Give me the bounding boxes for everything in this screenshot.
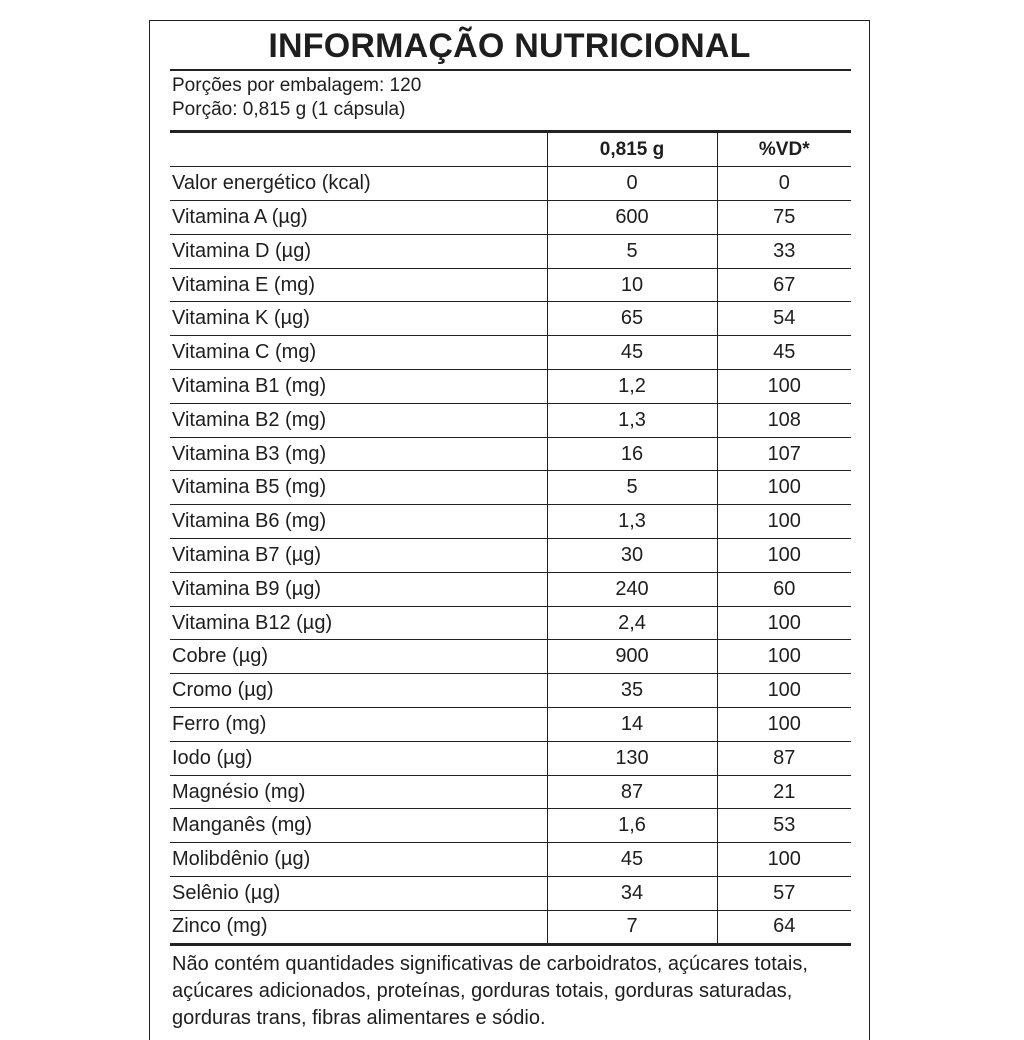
nutrient-daily-value: 0 [717, 167, 851, 201]
nutrient-name: Iodo (µg) [170, 741, 547, 775]
footnote: Não contém quantidades significativas de carboidratos, açúcares totais, açúcares adicionados, proteínas, gorduras totais, gorduras saturadas, gorduras trans, fibras alimentares e sódio. [172, 953, 808, 1029]
nutrient-daily-value: 45 [717, 336, 851, 370]
nutrient-daily-value: 100 [717, 674, 851, 708]
title-divider [170, 69, 851, 71]
table-row [170, 201, 851, 235]
nutrient-amount: 900 [547, 640, 717, 674]
nutrient-name: Vitamina B9 (µg) [170, 572, 547, 606]
nutrient-daily-value: 75 [717, 201, 851, 235]
table-row [170, 809, 851, 843]
nutrient-daily-value: 100 [717, 370, 851, 404]
nutrient-name: Ferro (mg) [170, 708, 547, 742]
nutrition-table-body [170, 167, 851, 944]
nutrient-name: Vitamina E (mg) [170, 268, 547, 302]
servings-per-package: Porções por embalagem: 120 [172, 75, 422, 96]
table-row [170, 302, 851, 336]
nutrient-name: Cobre (µg) [170, 640, 547, 674]
table-row [170, 505, 851, 539]
nutrient-amount: 600 [547, 201, 717, 235]
nutrient-name: Vitamina B6 (mg) [170, 505, 547, 539]
table-row [170, 877, 851, 911]
table-row [170, 167, 851, 201]
table-row [170, 336, 851, 370]
nutrient-amount: 1,6 [547, 809, 717, 843]
nutrient-amount: 35 [547, 674, 717, 708]
nutrient-daily-value: 87 [717, 741, 851, 775]
nutrient-amount: 87 [547, 775, 717, 809]
nutrient-name: Vitamina C (mg) [170, 336, 547, 370]
nutrient-amount: 45 [547, 843, 717, 877]
nutrient-name: Valor energético (kcal) [170, 167, 547, 201]
nutrient-daily-value: 53 [717, 809, 851, 843]
table-row [170, 606, 851, 640]
nutrient-daily-value: 100 [717, 471, 851, 505]
nutrient-name: Vitamina K (µg) [170, 302, 547, 336]
nutrient-amount: 14 [547, 708, 717, 742]
nutrient-name: Vitamina D (µg) [170, 234, 547, 268]
nutrient-daily-value: 64 [717, 910, 851, 944]
nutrient-amount: 16 [547, 437, 717, 471]
table-row [170, 843, 851, 877]
nutrient-name: Zinco (mg) [170, 910, 547, 944]
nutrient-daily-value: 33 [717, 234, 851, 268]
table-row [170, 234, 851, 268]
table-row [170, 539, 851, 573]
nutrient-name: Molibdênio (µg) [170, 843, 547, 877]
nutrient-amount: 30 [547, 539, 717, 573]
nutrient-amount: 65 [547, 302, 717, 336]
nutrient-name: Cromo (µg) [170, 674, 547, 708]
nutrient-name: Vitamina B2 (mg) [170, 403, 547, 437]
nutrient-amount: 0 [547, 167, 717, 201]
table-row [170, 674, 851, 708]
nutrient-amount: 130 [547, 741, 717, 775]
table-row [170, 268, 851, 302]
nutrition-table [170, 133, 851, 946]
header-nutrient [170, 133, 547, 167]
nutrient-name: Selênio (µg) [170, 877, 547, 911]
table-row [170, 741, 851, 775]
nutrient-daily-value: 100 [717, 606, 851, 640]
nutrient-amount: 10 [547, 268, 717, 302]
table-row [170, 708, 851, 742]
nutrient-daily-value: 21 [717, 775, 851, 809]
serving-size: Porção: 0,815 g (1 cápsula) [172, 99, 406, 120]
nutrient-amount: 45 [547, 336, 717, 370]
table-row [170, 437, 851, 471]
nutrient-name: Vitamina B5 (mg) [170, 471, 547, 505]
nutrient-amount: 5 [547, 234, 717, 268]
table-row [170, 471, 851, 505]
nutrient-daily-value: 100 [717, 539, 851, 573]
nutrient-daily-value: 107 [717, 437, 851, 471]
table-row [170, 910, 851, 944]
nutrient-name: Vitamina B12 (µg) [170, 606, 547, 640]
nutrient-daily-value: 60 [717, 572, 851, 606]
nutrient-name: Manganês (mg) [170, 809, 547, 843]
table-row [170, 370, 851, 404]
nutrient-amount: 2,4 [547, 606, 717, 640]
nutrient-amount: 1,3 [547, 505, 717, 539]
nutrient-name: Vitamina B3 (mg) [170, 437, 547, 471]
nutrient-name: Vitamina B1 (mg) [170, 370, 547, 404]
nutrient-daily-value: 100 [717, 843, 851, 877]
nutrient-name: Vitamina B7 (µg) [170, 539, 547, 573]
nutrient-name: Vitamina A (µg) [170, 201, 547, 235]
nutrient-amount: 240 [547, 572, 717, 606]
nutrient-daily-value: 100 [717, 708, 851, 742]
nutrient-daily-value: 108 [717, 403, 851, 437]
nutrient-name: Magnésio (mg) [170, 775, 547, 809]
table-row [170, 640, 851, 674]
nutrient-amount: 1,3 [547, 403, 717, 437]
nutrient-daily-value: 57 [717, 877, 851, 911]
nutrition-facts-panel [149, 20, 870, 1040]
nutrient-amount: 5 [547, 471, 717, 505]
header-amount: 0,815 g [547, 133, 717, 167]
nutrient-daily-value: 54 [717, 302, 851, 336]
nutrient-daily-value: 67 [717, 268, 851, 302]
header-daily-value: %VD* [717, 133, 851, 167]
table-row [170, 775, 851, 809]
table-row [170, 572, 851, 606]
nutrition-title: INFORMAÇÃO NUTRICIONAL [268, 27, 751, 65]
table-row [170, 403, 851, 437]
table-header-row [170, 133, 851, 167]
nutrient-daily-value: 100 [717, 640, 851, 674]
nutrient-daily-value: 100 [717, 505, 851, 539]
nutrient-amount: 34 [547, 877, 717, 911]
nutrient-amount: 1,2 [547, 370, 717, 404]
nutrient-amount: 7 [547, 910, 717, 944]
